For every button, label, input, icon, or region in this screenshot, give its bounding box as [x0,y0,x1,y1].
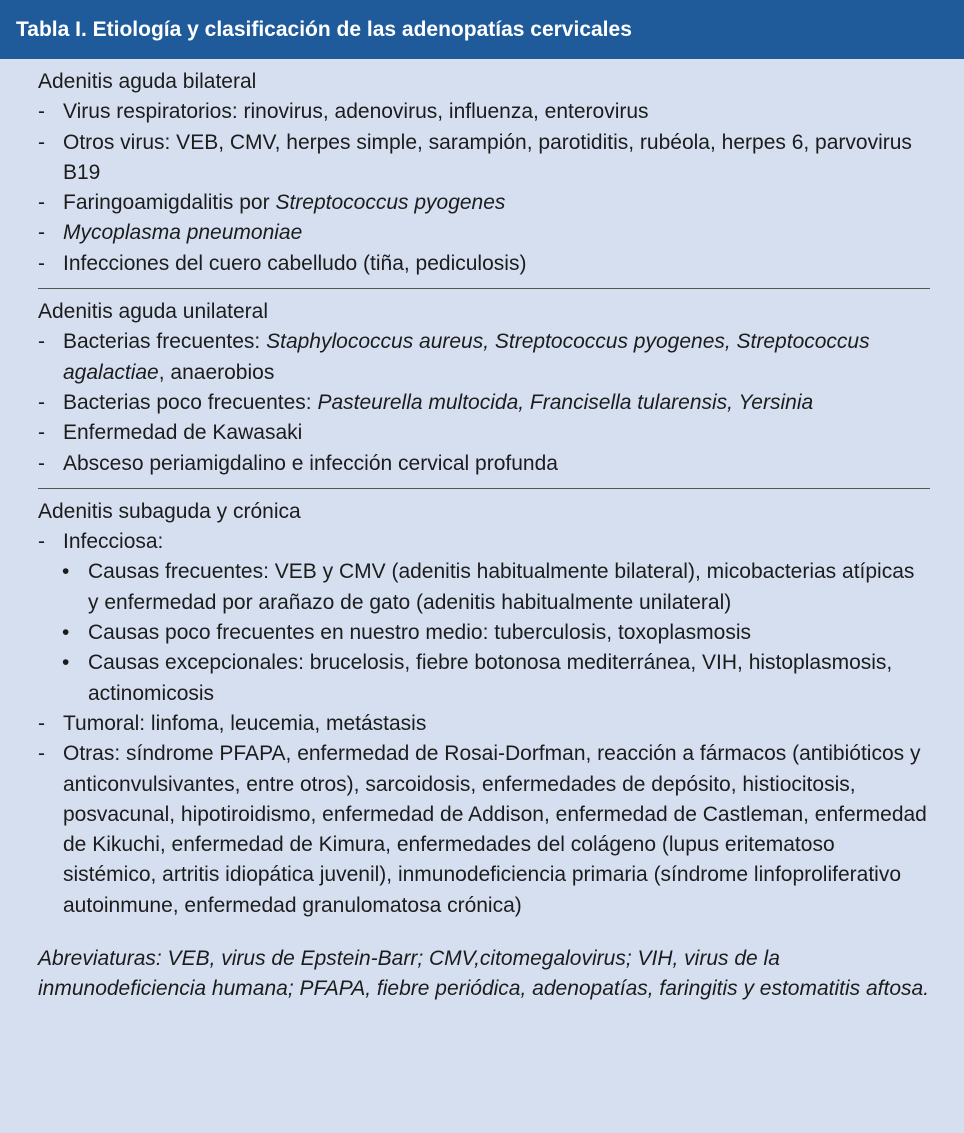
bullet-marker: • [62,651,70,675]
item-italic-text: Staphylococcus aureus, Streptococcus pyogenes, Streptococcus agalactiae [63,330,870,384]
section-heading: Adenitis aguda unilateral [38,300,268,324]
dash-marker: - [38,451,45,475]
item-text [63,391,813,414]
item-plain-text: Infecciosa: [63,530,164,554]
item-text [63,131,912,184]
dash-marker: - [38,130,45,154]
dash-marker: - [38,330,45,354]
item-text [63,452,558,475]
dash-marker: - [38,711,45,735]
item-text-prefix: Bacterias frecuentes: [63,330,267,354]
item-text-prefix: Faringoamigdalitis por [63,191,276,215]
table-header [0,0,964,59]
dash-marker: - [38,191,45,215]
item-text [63,712,426,735]
dash-marker: - [38,421,45,445]
item-text [63,330,870,383]
list-item [38,449,930,479]
item-italic-text: Mycoplasma pneumoniae [63,221,303,245]
list-item [38,249,930,279]
section [38,289,930,489]
list-item [38,327,930,388]
item-italic-text: Streptococcus pyogenes [275,191,506,215]
section-heading: Adenitis subaguda y crónica [38,499,301,523]
table-body [0,59,964,1005]
section [38,489,930,930]
item-plain-text: Virus respiratorios: rinovirus, adenovirus, influenza, enterovirus [63,100,649,124]
list-item [38,388,930,418]
item-plain-text: Otros virus: VEB, CMV, herpes simple, sarampión, parotiditis, rubéola, herpes 6, parvovirus B19 [63,130,912,184]
list-item [38,739,930,921]
item-text [88,621,751,644]
item-text [63,530,163,553]
bullet-marker: • [62,560,70,584]
section [38,59,930,289]
sections-container [38,59,930,930]
list-item [38,188,930,218]
dash-marker: - [38,390,45,414]
list-item [38,527,930,557]
dash-marker: - [38,251,45,275]
item-text [88,560,914,613]
item-plain-text: Absceso periamigdalino e infección cervical profunda [63,451,558,475]
item-text [88,651,892,704]
dash-marker: - [38,742,45,766]
item-text-suffix: , anaerobios [158,360,275,384]
item-italic-text: Pasteurella multocida, Francisella tularensis, Yersinia [317,390,814,414]
item-plain-text: Tumoral: linfoma, leucemia, metástasis [63,711,427,735]
item-plain-text: Causas poco frecuentes en nuestro medio: tuberculosis, toxoplasmosis [88,621,752,645]
bullet-marker: • [62,621,70,645]
section-heading: Adenitis aguda bilateral [38,70,257,93]
list-item [38,218,930,248]
list-item [38,418,930,448]
item-plain-text: Causas excepcionales: brucelosis, fiebre botonosa mediterránea, VIH, histoplasmosis, actinomicosis [88,651,893,705]
list-item [38,709,930,739]
item-text [63,252,526,275]
sub-list-item [38,557,930,618]
dash-marker: - [38,221,45,245]
sub-list-item [38,648,930,709]
list-item [38,97,930,127]
dash-marker: - [38,100,45,124]
abbreviations-footnote: Abreviaturas: VEB, virus de Epstein-Barr; CMV,citomegalovirus; VIH, virus de la inmunodeficiencia humana; PFAPA, fiebre periódica, adenopatías, faringitis y estomatitis aftosa. [38,947,930,1001]
dash-marker: - [38,530,45,554]
item-text [63,742,927,916]
item-text-prefix: Bacterias poco frecuentes: [63,390,318,414]
item-text [63,221,302,244]
item-text [63,191,505,214]
item-text [63,421,302,444]
table-title: Tabla I. Etiología y clasificación de las adenopatías cervicales [16,17,632,41]
item-plain-text: Causas frecuentes: VEB y CMV (adenitis habitualmente bilateral), micobacterias atípicas y enfermedad por arañazo de gato (adenitis habitualmente unilateral) [88,560,915,614]
list-item [38,128,930,189]
item-text [63,100,649,123]
item-plain-text: Infecciones del cuero cabelludo (tiña, pediculosis) [63,251,527,275]
sub-list-item [38,618,930,648]
item-plain-text: Enfermedad de Kawasaki [63,421,303,445]
item-plain-text: Otras: síndrome PFAPA, enfermedad de Rosai-Dorfman, reacción a fármacos (antibióticos y anticonvulsivantes, entre otros), sarcoidosis, enfermedades de depósito, histiocitosis, posvacunal, hipotiroidismo, enfermedad de Addison, enfermedad de Castleman, enfermedad de Kikuchi, enfermedad de Kimura, enfermedades del colágeno (lupus eritematoso sistémico, artritis idiopática juvenil), inmunodeficiencia primaria (síndrome linfoproliferativo autoinmune, enfermedad granulomatosa crónica) [63,742,927,917]
